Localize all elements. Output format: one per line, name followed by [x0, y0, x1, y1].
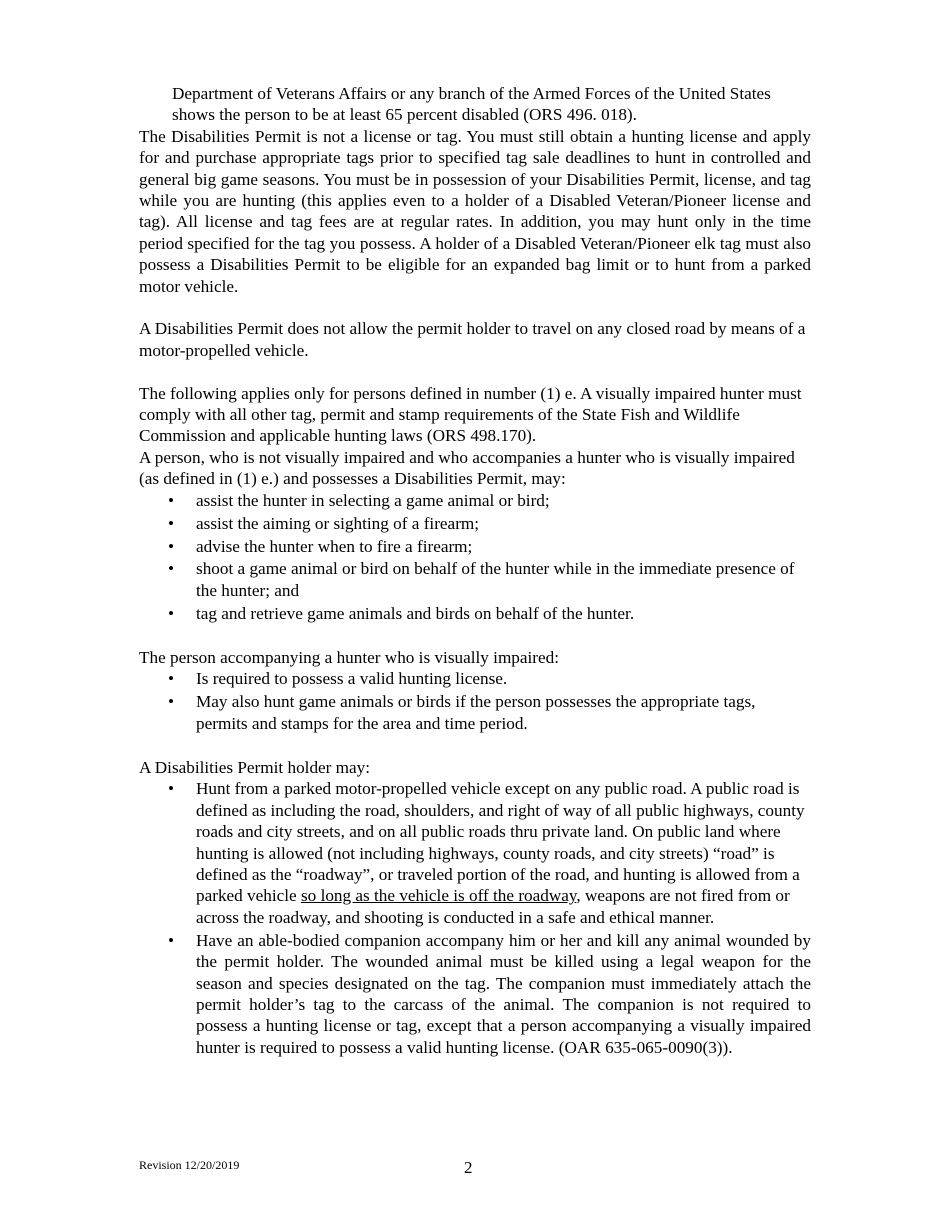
- list-item: • advise the hunter when to fire a firearm;: [168, 536, 473, 556]
- list-item: • Is required to possess a valid hunting license.: [168, 669, 508, 689]
- closed-road-paragraph: A Disabilities Permit does not allow the permit holder to travel on any closed road by means of a motor-propelled vehicle.: [139, 319, 806, 360]
- list-item: • assist the aiming or sighting of a firearm;: [168, 513, 480, 533]
- list-item: • Have an able-bodied companion accompany him or her and kill any animal wounded by the permit holder. The wounded animal must be killed using a legal weapon for the season and species designated on the tag. The companion must immediately attach the permit holder’s tag to the carcass of the animal. The companion is not required to possess a hunting license or tag, except that a person accompanying a visually impaired hunter is required to possess a valid hunting license. (OAR 635-065-0090(3)).: [168, 930, 811, 1057]
- visually-impaired-rules-paragraph: The following applies only for persons defined in number (1) e. A visually impaired hunter must comply with all other tag, permit and stamp requirements of the State Fish and Wildlife Commission and applicable hunting laws (ORS 498.170).: [139, 383, 802, 446]
- accompanying-heading: The person accompanying a hunter who is visually impaired:: [139, 648, 560, 668]
- bullet-icon: •: [168, 559, 175, 579]
- bullet-icon: •: [168, 669, 175, 689]
- bullet-icon: •: [168, 536, 175, 556]
- bullet-icon: •: [168, 692, 175, 712]
- permit-holder-list: [139, 778, 811, 1058]
- list-item: • Hunt from a parked motor-propelled vehicle except on any public road. A public road is defined as including the road, shoulders, and right of way of all public highways, county roads and city streets, and on all public roads thru private land. On public land where hunting is allowed (not including highways, county roads, and city streets) “road” is defined as the “roadway”, or traveled portion of the road, and hunting is allowed from a parked vehicle so long as the vehicle is off the roadway, weapons are not fired from or across the roadway, and shooting is conducted in a safe and ethical manner.: [168, 779, 805, 927]
- list-item: • May also hunt game animals or birds if the person possesses the appropriate tags, permits and stamps for the area and time period.: [168, 692, 756, 733]
- list-item: • assist the hunter in selecting a game animal or bird;: [168, 490, 550, 510]
- page-body: [139, 83, 811, 1060]
- continuation-paragraph: Department of Veterans Affairs or any branch of the Armed Forces of the United States shows the person to be at least 65 percent disabled (ORS 496. 018).: [172, 84, 771, 125]
- list-item: • shoot a game animal or bird on behalf of the hunter while in the immediate presence of the hunter; and: [168, 559, 795, 600]
- bullet-icon: •: [168, 490, 175, 510]
- bullet-icon: •: [168, 779, 175, 799]
- bullet-icon: •: [168, 930, 175, 950]
- permit-holder-heading: A Disabilities Permit holder may:: [139, 758, 371, 778]
- bullet-icon: •: [168, 513, 175, 533]
- list-item: • tag and retrieve game animals and birds on behalf of the hunter.: [168, 603, 635, 623]
- bullet-icon: •: [168, 603, 175, 623]
- permit-not-license-paragraph: The Disabilities Permit is not a license or tag. You must still obtain a hunting license and apply for and purchase appropriate tags prior to specified tag sale deadlines to hunt in controlled and general big game seasons. You must be in possession of your Disabilities Permit, license, and tag while you are hunting (this applies even to a holder of a Disabled Veteran/Pioneer license and tag). All license and tag fees are at regular rates. In addition, you may hunt only in the time period specified for the tag you possess. A holder of a Disabled Veteran/Pioneer elk tag must also possess a Disabilities Permit to be eligible for an expanded bag limit or to hunt from a parked motor vehicle.: [139, 126, 811, 296]
- accompanying-list: [139, 668, 811, 734]
- companion-may-list: [139, 490, 811, 624]
- revision-footer: Revision 12/20/2019: [139, 1158, 240, 1172]
- page-number: 2: [464, 1158, 473, 1177]
- underlined-phrase: so long as the vehicle is off the roadway: [300, 886, 577, 906]
- companion-may-paragraph: A person, who is not visually impaired and who accompanies a hunter who is visually impaired (as defined in (1) e.) and possesses a Disabilities Permit, may:: [139, 447, 795, 489]
